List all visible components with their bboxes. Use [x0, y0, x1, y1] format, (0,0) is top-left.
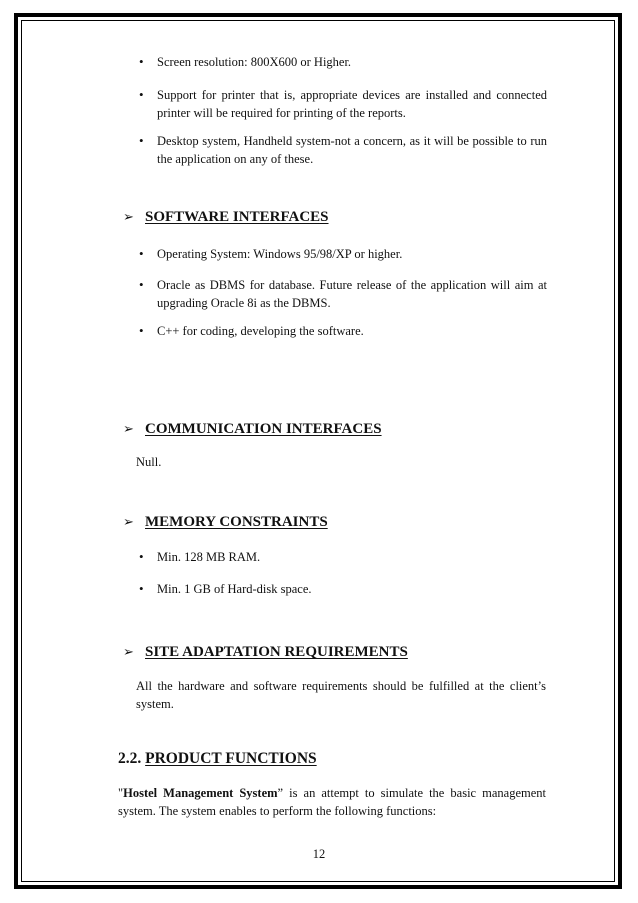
site-adaptation-text: All the hardware and software requirements should be fulfilled at the client’s system.: [136, 679, 546, 711]
bullet-icon: •: [139, 549, 144, 564]
communication-text: Null.: [136, 455, 162, 469]
list-item-text: Screen resolution: 800X600 or Higher.: [157, 55, 352, 69]
arrow-bullet-icon: ➢: [123, 514, 134, 529]
list-item-text: Support for printer that is, appropriate devices are installed and connected printer will be required for printing of the reports.: [157, 88, 547, 120]
bullet-icon: •: [139, 246, 144, 261]
bullet-icon: •: [139, 323, 144, 338]
list-item-text: Desktop system, Handheld system-not a concern, as it will be possible to run the application on any of these.: [157, 134, 547, 166]
list-item-text: Min. 1 GB of Hard-disk space.: [157, 582, 312, 596]
list-item: [139, 322, 547, 340]
list-item: [139, 86, 547, 122]
bullet-icon: •: [139, 54, 144, 69]
arrow-bullet-icon: ➢: [123, 421, 134, 436]
list-item: [139, 245, 547, 263]
list-item-text: Operating System: Windows 95/98/XP or higher.: [157, 247, 403, 261]
arrow-bullet-icon: ➢: [123, 644, 134, 659]
list-item: [139, 580, 547, 598]
list-item: [139, 132, 547, 168]
arrow-bullet-icon: ➢: [123, 209, 134, 224]
bullet-icon: •: [139, 277, 144, 292]
communication-interfaces-heading: ➢ COMMUNICATION INTERFACES: [123, 421, 382, 437]
list-item: [139, 548, 547, 566]
system-name: Hostel Management System: [123, 786, 278, 800]
software-interfaces-heading: ➢ SOFTWARE INTERFACES: [123, 209, 329, 225]
product-functions-intro: "Hostel Management System” is an attempt to simulate the basic management system. The system enables to perform the following functions:: [118, 786, 546, 818]
list-item: [139, 53, 547, 71]
memory-constraints-heading: ➢ MEMORY CONSTRAINTS: [123, 514, 328, 530]
list-item-text: Oracle as DBMS for database. Future release of the application will aim at upgrading Oracle 8i as the DBMS.: [157, 278, 547, 310]
page-number: 12: [312, 847, 326, 861]
list-item-text: C++ for coding, developing the software.: [157, 324, 364, 338]
product-functions-title: 2.2. PRODUCT FUNCTIONS: [118, 750, 317, 767]
list-item-text: Min. 128 MB RAM.: [157, 550, 261, 564]
site-adaptation-heading: ➢ SITE ADAPTATION REQUIREMENTS: [123, 644, 408, 660]
bullet-icon: •: [139, 133, 144, 148]
bullet-icon: •: [139, 581, 144, 596]
bullet-icon: •: [139, 87, 144, 102]
list-item: [139, 276, 547, 312]
